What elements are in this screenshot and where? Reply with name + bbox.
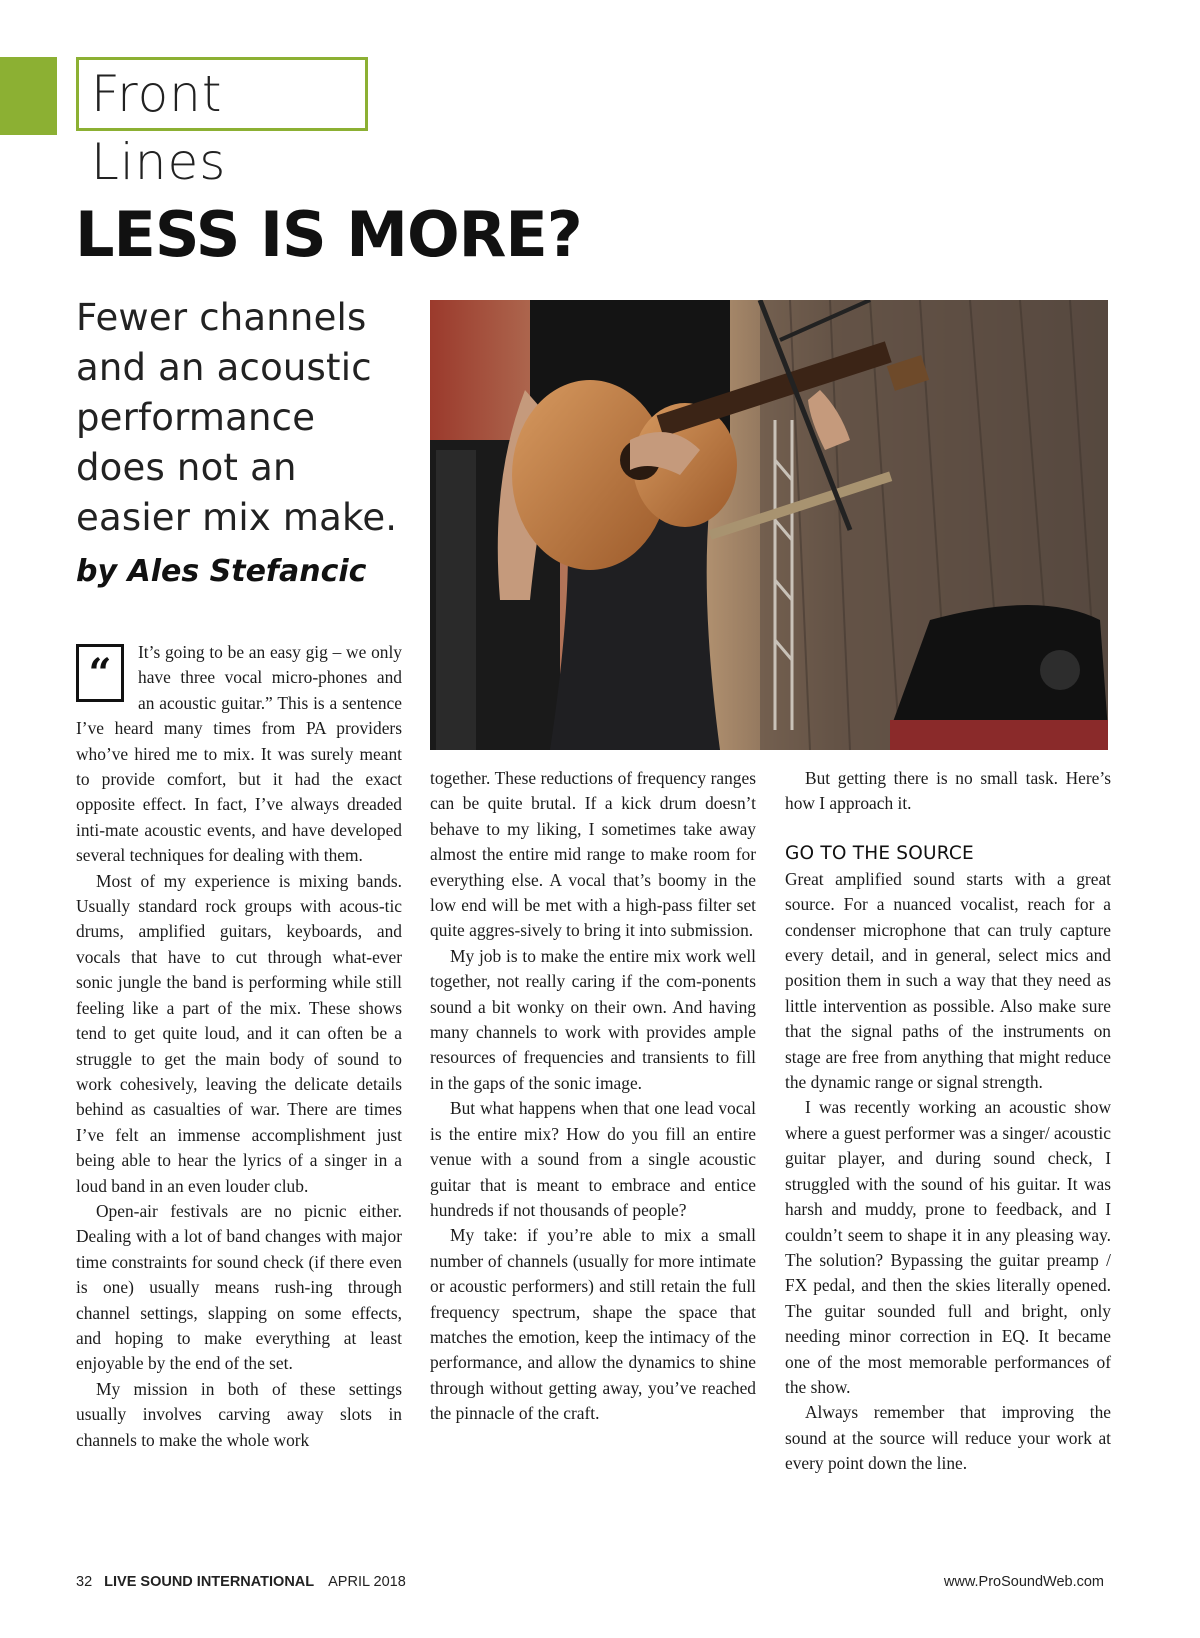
deck: Fewer channels and an acoustic performance does not an easier mix make. xyxy=(76,296,398,539)
paragraph: I was recently working an acoustic show where a guest performer was a singer/ acoustic guitar player, and during sound check, I struggled with the sound of his guitar. It was harsh and muddy, prone to feedback, and I couldn’t seem to shape it in any pleasing way. The solution? Bypassing the guitar preamp / FX pedal, and then the skies literally opened. The guitar sounded full and bright, only needing minor correction in EQ. It became one of the most memorable performances of the show. xyxy=(785,1097,1111,1397)
byline: by Ales Stefancic xyxy=(76,554,367,589)
article-column-2 xyxy=(430,766,756,1427)
paragraph: But what happens when that one lead vocal is the entire mix? How do you fill an entire venue with a sound from a single acoustic guitar that is meant to embrace and entice hundreds if not thousands of people? xyxy=(430,1098,756,1220)
paragraph: But getting there is no small task. Here’s how I approach it. xyxy=(785,768,1111,814)
paragraph: My take: if you’re able to mix a small number of channels (usually for more intimate or acoustic performers) and still retain the full frequency spectrum, shape the space that matches the emotion, keep the intimacy of the performance, and allow the dynamics to shine through without getting away, you’ve reached the pinnacle of the craft. xyxy=(430,1225,756,1424)
website-link[interactable]: www.ProSoundWeb.com xyxy=(943,1574,1104,1590)
headline: LESS IS MORE? xyxy=(75,198,582,271)
page-footer-left xyxy=(76,1571,406,1593)
publication-name: LIVE SOUND INTERNATIONAL xyxy=(104,1574,315,1590)
issue-date: APRIL 2018 xyxy=(328,1574,406,1590)
paragraph: Great amplified sound starts with a great source. For a nuanced vocalist, reach for a condenser microphone that can truly capture every detail, and in general, select mics and position them in such a way that they need as little intervention as possible. Also make sure that the signal paths of the instruments on stage are free from anything that might reduce the dynamic range or signal strength. xyxy=(785,868,1111,1093)
paragraph: It’s going to be an easy gig – we only have three vocal micro-phones and an acoustic guitar.” This is a sentence I’ve heard many times from PA providers who’ve hired me to mix. It was surely meant to provide comfort, but it had the exact opposite effect. In fact, I’ve always dreaded inti-mate acoustic events, and have developed several techniques for dealing with them. xyxy=(76,642,402,866)
paragraph: Always remember that improving the sound at the source will reduce your work at every point down the line. xyxy=(785,1402,1111,1474)
subheading: GO TO THE SOURCE xyxy=(785,842,974,864)
concert-photo xyxy=(430,300,1108,750)
article-column-3 xyxy=(785,766,1111,1477)
section-label: Front Lines xyxy=(76,57,368,131)
section-color-tab xyxy=(0,57,57,135)
paragraph: My mission in both of these settings usually involves carving away slots in channels to make the whole work xyxy=(76,1378,402,1450)
quote-mark-icon: “ xyxy=(76,644,124,702)
paragraph: Open-air festivals are no picnic either. Dealing with a lot of band changes with major time constraints for sound check (if there even is one) usually means rush-ing through channel settings, slapping on some effects, and hoping to make everything at least enjoyable by the end of the set. xyxy=(76,1200,402,1374)
paragraph: Most of my experience is mixing bands. Usually standard rock groups with acous-tic drums, amplified guitars, keyboards, and vocals that have to cut through what-ever sonic jungle the band is performing while still feeling like a part of the mix. These shows tend to get quite loud, and it can often be a struggle to get the main body of sound to work cohesively, leaving the delicate details behind as casualties of war. There are times I’ve felt an immense accomplishment just being able to hear the lyrics of a singer in a loud band in an even louder club. xyxy=(76,870,402,1196)
paragraph: together. These reductions of frequency ranges can be quite brutal. If a kick drum doesn’t behave to my liking, I sometimes take away almost the entire mid range to make room for everything else. A vocal that’s boomy in the low end will be met with a high-pass filter set quite aggres-sively to bring it into submission. xyxy=(430,768,756,941)
page-number: 32 xyxy=(76,1574,93,1590)
paragraph: My job is to make the entire mix work well together, not really caring if the com-ponents sound a bit wonky on their own. And having many channels to work with provides ample resources of frequencies and transients to fill in the gaps of the sonic image. xyxy=(430,945,756,1093)
article-column-1 xyxy=(76,640,402,1453)
